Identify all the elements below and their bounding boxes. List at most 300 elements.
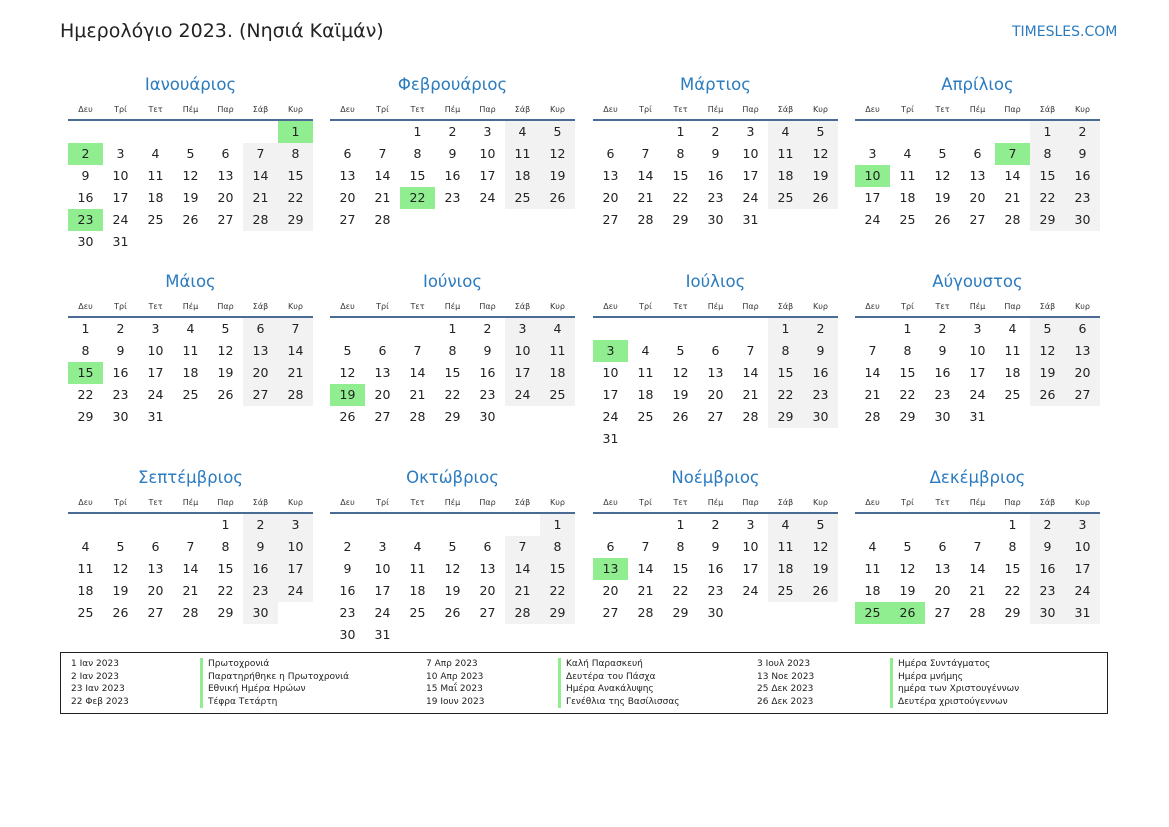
- day-cell: 24: [742, 190, 759, 205]
- day-cell: 28: [409, 409, 426, 424]
- day-cell: 29: [278, 209, 313, 231]
- day-cell: 31: [374, 627, 391, 642]
- empty-cell: [593, 121, 628, 143]
- day-cell: 31: [1065, 602, 1100, 624]
- legend-date: 10 Απρ 2023: [426, 671, 484, 682]
- day-cell: 19: [1030, 362, 1065, 384]
- day-cell: 14: [637, 168, 654, 183]
- day-cell: 13: [147, 561, 164, 576]
- weekday-label: Τετ: [935, 105, 950, 114]
- day-cell: 26: [444, 605, 461, 620]
- day-cell: 21: [243, 187, 278, 209]
- day-cell: 6: [606, 539, 615, 554]
- weekday-label: Παρ: [217, 105, 234, 114]
- legend-date: 23 Ιαν 2023: [71, 684, 125, 695]
- weekday-header: [330, 493, 575, 514]
- weekday-label: Κυρ: [288, 105, 303, 114]
- day-cell: 13: [217, 168, 234, 183]
- day-cell: 14: [864, 365, 881, 380]
- day-cell: 7: [641, 146, 650, 161]
- day-cell: 5: [186, 146, 195, 161]
- day-cell: 27: [217, 212, 234, 227]
- day-cell: 5: [903, 539, 912, 554]
- weekday-label: Τετ: [935, 302, 950, 311]
- day-cell: 30: [803, 406, 838, 428]
- empty-cell: [173, 121, 208, 143]
- day-cell: 15: [672, 168, 689, 183]
- day-cell: 26: [182, 212, 199, 227]
- day-cell: 5: [676, 343, 685, 358]
- day-cell: 9: [1030, 536, 1065, 558]
- weekday-label: Σάβ: [514, 302, 531, 311]
- weekday-label: Κυρ: [1075, 498, 1090, 507]
- day-cell: 24: [742, 583, 759, 598]
- day-cell: 9: [1065, 143, 1100, 165]
- day-cell: 16: [243, 558, 278, 580]
- weekday-label: Τρί: [376, 498, 389, 507]
- weekday-label: Δευ: [340, 498, 355, 507]
- weekday-label: Τρί: [639, 302, 652, 311]
- day-cell: 11: [77, 561, 94, 576]
- day-cell: 7: [278, 318, 313, 340]
- day-cell: 11: [540, 340, 575, 362]
- day-cell: 18: [768, 165, 803, 187]
- day-cell: 7: [973, 539, 982, 554]
- weekday-label: Δευ: [865, 105, 880, 114]
- day-cell: 12: [540, 143, 575, 165]
- day-cell: 4: [186, 321, 195, 336]
- holiday-day-cell: 10: [855, 165, 890, 187]
- day-cell: 13: [374, 365, 391, 380]
- day-cell: 25: [637, 409, 654, 424]
- day-cell: 23: [479, 387, 496, 402]
- day-cell: 10: [742, 539, 759, 554]
- day-cell: 25: [899, 212, 916, 227]
- day-cell: 22: [1004, 583, 1021, 598]
- day-cell: 20: [602, 190, 619, 205]
- day-cell: 31: [602, 431, 619, 446]
- weekday-label: Κυρ: [1075, 105, 1090, 114]
- empty-cell: [365, 121, 400, 143]
- day-cell: 16: [1065, 165, 1100, 187]
- weekday-label: Δευ: [78, 302, 93, 311]
- day-cell: 3: [1065, 514, 1100, 536]
- day-cell: 10: [1065, 536, 1100, 558]
- day-cell: 15: [768, 362, 803, 384]
- day-cell: 1: [676, 124, 685, 139]
- weekday-label: Σάβ: [777, 498, 794, 507]
- day-cell: 18: [77, 583, 94, 598]
- day-cell: 29: [768, 406, 803, 428]
- legend-names-col-1: [200, 658, 349, 708]
- day-cell: 8: [278, 143, 313, 165]
- day-cell: 16: [444, 168, 461, 183]
- day-cell: 20: [969, 190, 986, 205]
- day-cell: 14: [243, 165, 278, 187]
- day-cell: 11: [768, 143, 803, 165]
- month-title: Αύγουστος: [932, 272, 1023, 291]
- month-title: Ιούλιος: [685, 272, 746, 291]
- weekday-label: Σάβ: [1039, 302, 1056, 311]
- day-cell: 8: [81, 343, 90, 358]
- legend-holiday-name: Ημέρα Ανακάλυψης: [558, 683, 680, 696]
- holiday-day-cell: 1: [278, 121, 313, 143]
- day-cell: 13: [339, 168, 356, 183]
- day-cell: 25: [768, 580, 803, 602]
- day-cell: 2: [116, 321, 125, 336]
- holiday-day-cell: 23: [68, 209, 103, 231]
- day-cell: 24: [1065, 580, 1100, 602]
- weekday-label: Κυρ: [813, 302, 828, 311]
- holiday-day-cell: 15: [68, 362, 103, 384]
- day-cell: 18: [182, 365, 199, 380]
- weekday-label: Κυρ: [813, 498, 828, 507]
- day-cell: 16: [339, 583, 356, 598]
- weekday-label: Τετ: [935, 498, 950, 507]
- day-cell: 3: [505, 318, 540, 340]
- legend-date: 19 Ιουν 2023: [426, 696, 485, 707]
- day-cell: 30: [479, 409, 496, 424]
- legend-holiday-name: Τέφρα Τετάρτη: [200, 696, 349, 709]
- holiday-legend: [60, 652, 1108, 714]
- day-cell: 17: [278, 558, 313, 580]
- day-cell: 12: [934, 168, 951, 183]
- day-cell: 28: [278, 384, 313, 406]
- day-cell: 3: [116, 146, 125, 161]
- day-cell: 14: [409, 365, 426, 380]
- day-cell: 26: [339, 409, 356, 424]
- empty-cell: [365, 318, 400, 340]
- weekday-label: Πέμ: [182, 302, 199, 311]
- weekday-label: Πέμ: [707, 105, 724, 114]
- weekday-label: Δευ: [340, 105, 355, 114]
- weekday-label: Παρ: [742, 302, 759, 311]
- empty-cell: [628, 514, 663, 536]
- day-cell: 27: [1065, 384, 1100, 406]
- weekday-label: Σάβ: [777, 302, 794, 311]
- day-cell: 3: [151, 321, 160, 336]
- empty-cell: [855, 514, 890, 536]
- day-cell: 2: [803, 318, 838, 340]
- day-cell: 23: [112, 387, 129, 402]
- day-cell: 25: [147, 212, 164, 227]
- weekday-label: Τετ: [673, 105, 688, 114]
- day-cell: 27: [374, 409, 391, 424]
- day-cell: 19: [803, 165, 838, 187]
- weekday-header: [855, 100, 1100, 121]
- day-cell: 31: [147, 409, 164, 424]
- empty-cell: [103, 121, 138, 143]
- empty-cell: [330, 121, 365, 143]
- weekday-label: Δευ: [340, 302, 355, 311]
- day-cell: 6: [1065, 318, 1100, 340]
- day-cell: 25: [77, 605, 94, 620]
- day-cell: 1: [676, 517, 685, 532]
- weekday-label: Πέμ: [707, 498, 724, 507]
- day-cell: 3: [378, 539, 387, 554]
- day-cell: 1: [768, 318, 803, 340]
- day-cell: 23: [934, 387, 951, 402]
- empty-cell: [628, 121, 663, 143]
- day-cell: 19: [934, 190, 951, 205]
- day-cell: 16: [803, 362, 838, 384]
- month-title: Σεπτέμβριος: [138, 468, 243, 487]
- day-cell: 21: [864, 387, 881, 402]
- empty-cell: [663, 318, 698, 340]
- day-cell: 7: [641, 539, 650, 554]
- day-cell: 25: [540, 384, 575, 406]
- day-cell: 10: [479, 146, 496, 161]
- legend-names-col-2: [558, 658, 680, 708]
- weekday-label: Παρ: [742, 498, 759, 507]
- day-cell: 12: [339, 365, 356, 380]
- empty-cell: [593, 318, 628, 340]
- day-cell: 17: [479, 168, 496, 183]
- weekday-label: Τετ: [148, 105, 163, 114]
- empty-cell: [470, 514, 505, 536]
- day-grid: [68, 121, 313, 253]
- day-cell: 21: [182, 583, 199, 598]
- day-cell: 19: [444, 583, 461, 598]
- day-cell: 8: [1008, 539, 1017, 554]
- weekday-label: Παρ: [479, 105, 496, 114]
- day-cell: 11: [768, 536, 803, 558]
- day-cell: 17: [505, 362, 540, 384]
- day-cell: 23: [707, 583, 724, 598]
- day-cell: 1: [1030, 121, 1065, 143]
- day-cell: 7: [746, 343, 755, 358]
- day-cell: 24: [505, 384, 540, 406]
- day-cell: 29: [672, 212, 689, 227]
- day-cell: 28: [637, 605, 654, 620]
- day-cell: 29: [899, 409, 916, 424]
- empty-cell: [435, 514, 470, 536]
- brand-link[interactable]: TIMESLES.COM: [1012, 24, 1118, 40]
- day-cell: 4: [768, 514, 803, 536]
- month-title: Ιανουάριος: [144, 75, 237, 94]
- day-cell: 16: [77, 190, 94, 205]
- day-cell: 7: [505, 536, 540, 558]
- day-cell: 1: [448, 321, 457, 336]
- day-cell: 23: [243, 580, 278, 602]
- day-cell: 17: [1065, 558, 1100, 580]
- day-cell: 14: [969, 561, 986, 576]
- day-cell: 5: [938, 146, 947, 161]
- weekday-label: Κυρ: [288, 498, 303, 507]
- day-cell: 1: [413, 124, 422, 139]
- day-cell: 8: [540, 536, 575, 558]
- day-cell: 20: [1065, 362, 1100, 384]
- day-cell: 28: [243, 209, 278, 231]
- weekday-label: Τετ: [410, 498, 425, 507]
- weekday-label: Κυρ: [550, 302, 565, 311]
- day-cell: 17: [742, 168, 759, 183]
- day-cell: 12: [444, 561, 461, 576]
- day-cell: 7: [243, 143, 278, 165]
- day-cell: 24: [969, 387, 986, 402]
- day-cell: 19: [182, 190, 199, 205]
- day-cell: 23: [803, 384, 838, 406]
- day-cell: 12: [803, 143, 838, 165]
- weekday-label: Παρ: [1004, 498, 1021, 507]
- day-cell: 4: [1008, 321, 1017, 336]
- weekday-label: Πέμ: [444, 105, 461, 114]
- day-cell: 11: [899, 168, 916, 183]
- day-cell: 23: [1065, 187, 1100, 209]
- day-cell: 30: [1065, 209, 1100, 231]
- legend-holiday-name: Καλή Παρασκευή: [558, 658, 680, 671]
- day-cell: 14: [374, 168, 391, 183]
- day-grid: [68, 514, 313, 624]
- day-cell: 28: [182, 605, 199, 620]
- legend-dates-col-1: [71, 658, 129, 708]
- empty-cell: [138, 514, 173, 536]
- month-block: [330, 267, 575, 428]
- day-cell: 21: [409, 387, 426, 402]
- holiday-day-cell: 22: [400, 187, 435, 209]
- weekday-label: Τετ: [410, 105, 425, 114]
- day-cell: 9: [803, 340, 838, 362]
- day-cell: 7: [186, 539, 195, 554]
- month-block: [855, 70, 1100, 231]
- day-cell: 27: [479, 605, 496, 620]
- weekday-label: Σάβ: [1039, 105, 1056, 114]
- day-cell: 23: [444, 190, 461, 205]
- empty-cell: [733, 318, 768, 340]
- empty-cell: [330, 318, 365, 340]
- day-cell: 10: [969, 343, 986, 358]
- day-cell: 19: [540, 165, 575, 187]
- day-cell: 1: [540, 514, 575, 536]
- holiday-day-cell: 19: [330, 384, 365, 406]
- day-cell: 12: [803, 536, 838, 558]
- weekday-header: [68, 493, 313, 514]
- day-cell: 5: [1030, 318, 1065, 340]
- empty-cell: [698, 318, 733, 340]
- day-cell: 7: [413, 343, 422, 358]
- day-cell: 17: [374, 583, 391, 598]
- day-cell: 8: [676, 146, 685, 161]
- day-cell: 30: [112, 409, 129, 424]
- day-grid: [330, 121, 575, 231]
- day-cell: 9: [938, 343, 947, 358]
- month-title: Ιούνιος: [422, 272, 483, 291]
- day-cell: 20: [479, 583, 496, 598]
- weekday-header: [330, 297, 575, 318]
- weekday-label: Παρ: [479, 302, 496, 311]
- day-grid: [68, 318, 313, 428]
- day-cell: 26: [217, 387, 234, 402]
- day-cell: 16: [112, 365, 129, 380]
- weekday-label: Σάβ: [514, 105, 531, 114]
- day-cell: 20: [147, 583, 164, 598]
- day-cell: 15: [899, 365, 916, 380]
- day-cell: 2: [448, 124, 457, 139]
- day-cell: 21: [374, 190, 391, 205]
- day-cell: 11: [1004, 343, 1021, 358]
- empty-cell: [960, 514, 995, 536]
- legend-holiday-name: Ημέρα μνήμης: [890, 671, 1019, 684]
- day-cell: 20: [602, 583, 619, 598]
- day-grid: [330, 318, 575, 428]
- empty-cell: [173, 514, 208, 536]
- day-cell: 27: [147, 605, 164, 620]
- day-cell: 18: [637, 387, 654, 402]
- weekday-label: Παρ: [217, 498, 234, 507]
- day-cell: 3: [868, 146, 877, 161]
- day-cell: 5: [803, 121, 838, 143]
- day-cell: 16: [1030, 558, 1065, 580]
- day-cell: 8: [676, 539, 685, 554]
- weekday-label: Πέμ: [969, 498, 986, 507]
- day-cell: 28: [505, 602, 540, 624]
- weekday-header: [593, 493, 838, 514]
- month-title: Απρίλιος: [941, 75, 1014, 94]
- day-cell: 31: [112, 234, 129, 249]
- day-cell: 21: [278, 362, 313, 384]
- day-grid: [855, 318, 1100, 428]
- day-cell: 16: [934, 365, 951, 380]
- day-cell: 5: [803, 514, 838, 536]
- empty-cell: [925, 121, 960, 143]
- day-cell: 6: [973, 146, 982, 161]
- day-cell: 22: [672, 190, 689, 205]
- weekday-label: Πέμ: [707, 302, 724, 311]
- day-cell: 17: [864, 190, 881, 205]
- day-cell: 7: [378, 146, 387, 161]
- day-cell: 8: [768, 340, 803, 362]
- legend-date: 3 Ιουλ 2023: [757, 659, 811, 669]
- holiday-day-cell: 3: [593, 340, 628, 362]
- day-cell: 28: [374, 212, 391, 227]
- empty-cell: [243, 121, 278, 143]
- day-cell: 2: [243, 514, 278, 536]
- day-cell: 20: [243, 362, 278, 384]
- day-cell: 30: [707, 605, 724, 620]
- day-cell: 3: [746, 517, 755, 532]
- month-block: [330, 70, 575, 231]
- day-cell: 13: [707, 365, 724, 380]
- weekday-label: Δευ: [865, 302, 880, 311]
- day-cell: 19: [672, 387, 689, 402]
- day-cell: 2: [343, 539, 352, 554]
- empty-cell: [593, 514, 628, 536]
- day-cell: 10: [112, 168, 129, 183]
- day-cell: 16: [479, 365, 496, 380]
- weekday-label: Σάβ: [514, 498, 531, 507]
- month-block: [330, 463, 575, 646]
- day-cell: 19: [803, 558, 838, 580]
- legend-date: 26 Δεκ 2023: [757, 696, 814, 707]
- legend-date: 13 Νοε 2023: [757, 671, 815, 682]
- weekday-label: Σάβ: [777, 105, 794, 114]
- month-block: [68, 70, 313, 253]
- day-cell: 6: [711, 343, 720, 358]
- day-cell: 8: [1030, 143, 1065, 165]
- weekday-label: Τρί: [901, 498, 914, 507]
- month-block: [593, 70, 838, 231]
- day-cell: 29: [217, 605, 234, 620]
- day-cell: 30: [339, 627, 356, 642]
- day-cell: 15: [409, 168, 426, 183]
- weekday-header: [855, 297, 1100, 318]
- day-cell: 27: [969, 212, 986, 227]
- day-cell: 27: [707, 409, 724, 424]
- weekday-label: Δευ: [603, 105, 618, 114]
- day-cell: 13: [602, 168, 619, 183]
- day-cell: 30: [707, 212, 724, 227]
- day-cell: 15: [1030, 165, 1065, 187]
